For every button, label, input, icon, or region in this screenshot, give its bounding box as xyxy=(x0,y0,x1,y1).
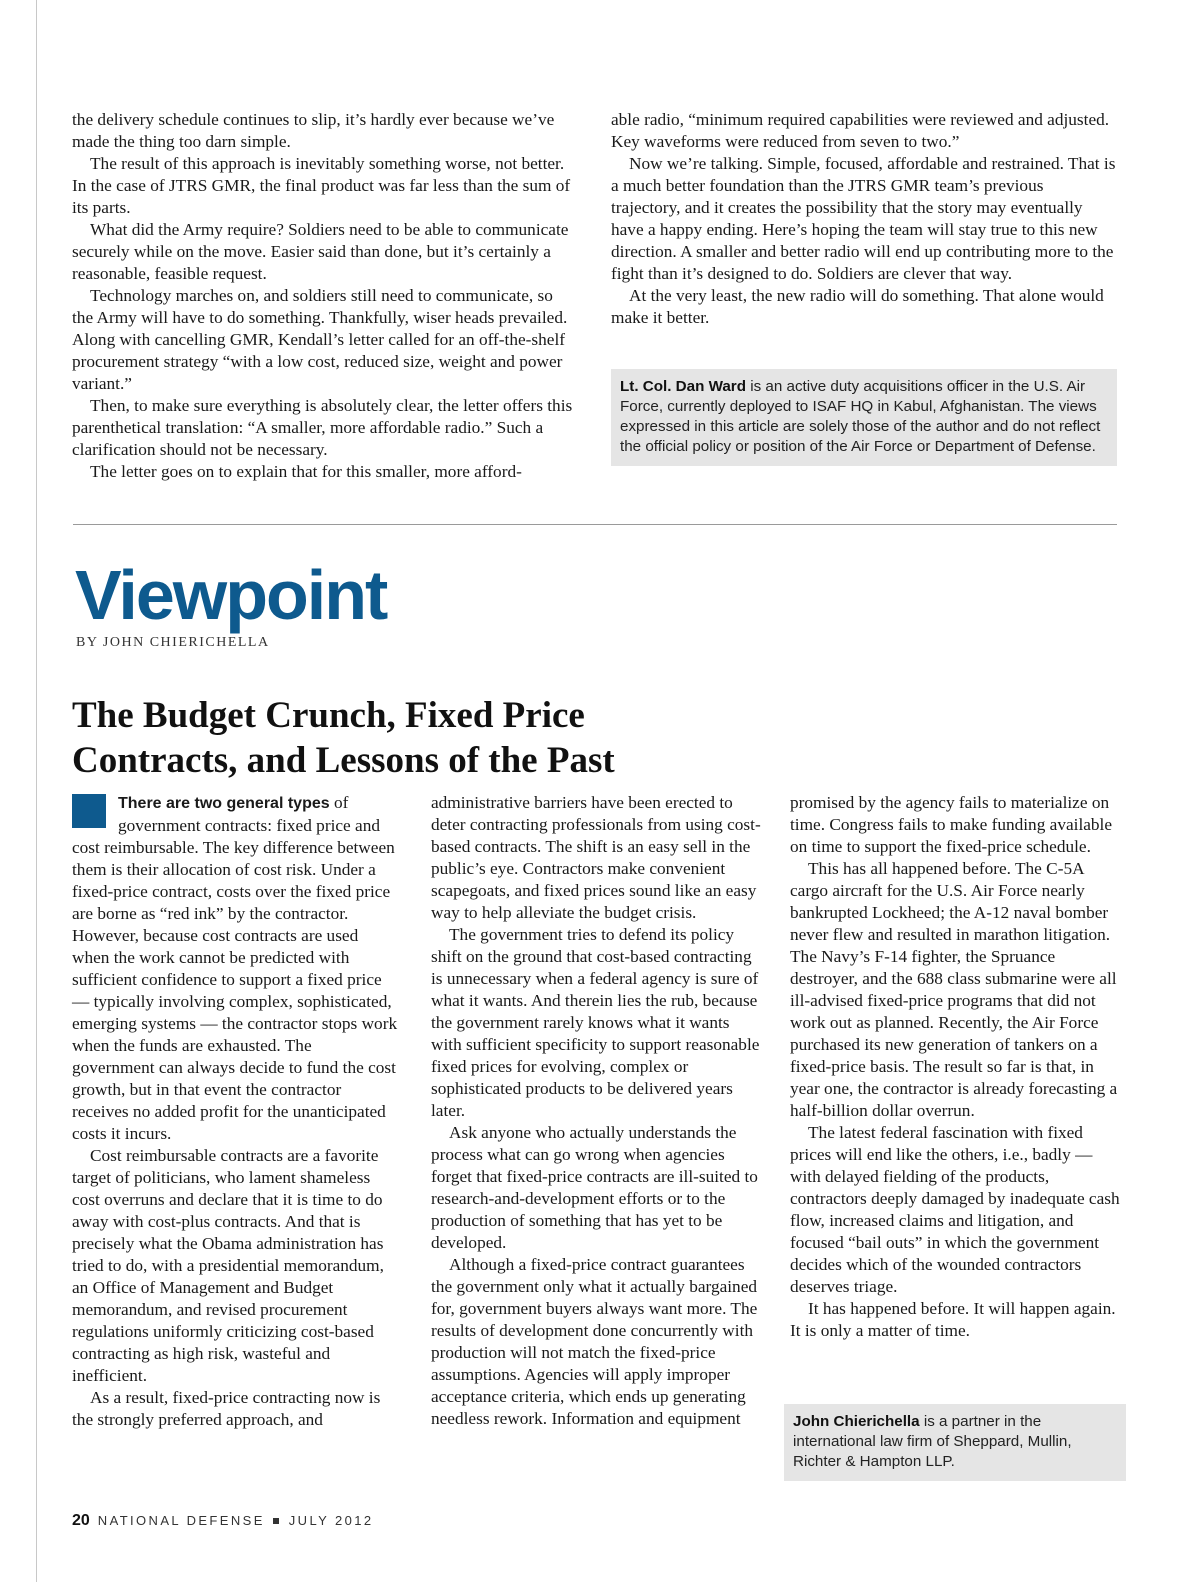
paragraph: As a result, fixed-price contracting now is the strongly preferred approach, and xyxy=(72,1388,381,1429)
drop-cap-square xyxy=(72,794,106,828)
paragraph: It has happened before. It will happen again. It is only a matter of time. xyxy=(790,1299,1116,1340)
byline: BY JOHN CHIERICHELLA xyxy=(76,635,270,650)
paragraph: The latest federal fascination with fixed prices will end like the others, i.e., badly — with delayed fielding of the products, contractors deeply damaged by inadequate cash flow, increased claims and litigation, and focused “bail outs” in which the government decides which of the wounded contractors deserves triage. xyxy=(790,1123,1120,1296)
paragraph: This has all happened before. The C-5A cargo aircraft for the U.S. Air Force nearly bankrupted Lockheed; the A-12 naval bomber never flew and resulted in marathon litigation. The Navy’s F-14 fighter, the Spruance destroyer, and the 688 class submarine were all ill-advised fixed-price programs that did not work out as planned. Recently, the Air Force purchased its new generation of tankers on a fixed-price basis. The result so far is that, in year one, the contractor is already forecasting a half-billion dollar overrun. xyxy=(790,859,1118,1120)
author-bio-box xyxy=(611,369,1117,466)
paragraph xyxy=(72,792,398,1145)
paragraph: able radio, “minimum required capabilities were reviewed and adjusted. Key waveforms were reduced from seven to two.” xyxy=(611,110,1110,151)
viewpoint-column-1 xyxy=(72,792,398,1431)
article-headline: The Budget Crunch, Fixed Price Contracts, and Lessons of the Past xyxy=(72,695,615,781)
paragraph: Technology marches on, and soldiers still need to communicate, so the Army will have to do something. Thankfully, wiser heads prevailed. Along with cancelling GMR, Kendall’s letter called for an off-the-shelf procurement strategy “with a low cost, reduced size, weight and power variant.” xyxy=(72,286,568,393)
author-bio-text: is a partner in the international law firm of Sheppard, Mullin, Richter & Hampton LLP. xyxy=(793,1413,1072,1470)
author-name: John Chierichella xyxy=(793,1413,920,1430)
paragraph: The letter goes on to explain that for this smaller, more afford- xyxy=(90,462,522,481)
section-divider xyxy=(73,524,1117,525)
lead-paragraph-text: of government contracts: fixed price and cost reimbursable. The key difference between them is their allocation of cost risk. Under a fixed-price contract, costs over the fixed price are borne as “red ink” by the contractor. However, because cost contracts are used when the work cannot be predicted with sufficient confidence to support a fixed price — typically involving complex, sophisticated, emerging systems — the contractor stops work when the funds are exhausted. The government can always decide to fund the cost growth, but in that event the contractor receives no added profit for the unanticipated costs it incurs. xyxy=(72,793,398,1143)
paragraph: Then, to make sure everything is absolutely clear, the letter offers this parenthetical translation: “A smaller, more affordable radio.” Such a clarification should not be necessary. xyxy=(72,396,573,459)
paragraph: Now we’re talking. Simple, focused, affordable and restrained. That is a much better foundation than the JTRS GMR team’s previous trajectory, and it creates the possibility that the story may eventually have a happy ending. Here’s hoping the team will stay true to this new direction. A smaller and better radio will end up contributing more to the fight than it’s designed to do. Soldiers are clever that way. xyxy=(611,154,1116,283)
paragraph: administrative barriers have been erected to deter contracting professionals from using cost-based contracts. The shift is an easy sell in the public’s eye. Contractors make convenient scapegoats, and fixed prices sound like an easy way to help alleviate the budget crisis. xyxy=(431,793,761,922)
paragraph: The government tries to defend its policy shift on the ground that cost-based contracting is unnecessary when a federal agency is sure of what it wants. And therein lies the rub, because the government rarely knows what it wants with sufficient specificity to support reasonable fixed prices for evolving, complex or sophisticated products to be delivered years later. xyxy=(431,925,760,1120)
page-footer xyxy=(72,1512,374,1530)
viewpoint-column-2 xyxy=(431,792,761,1430)
page-number: 20 xyxy=(72,1512,90,1529)
viewpoint-column-3 xyxy=(790,792,1120,1342)
page-edge-rule xyxy=(36,0,37,1582)
author-bio-box xyxy=(784,1404,1126,1481)
paragraph: Ask anyone who actually understands the process what can go wrong when agencies forget that fixed-price contracts are ill-suited to research-and-development efforts or to the production of something that has yet to be developed. xyxy=(431,1123,758,1252)
paragraph: Although a fixed-price contract guarantees the government only what it actually bargained for, government buyers always want more. The results of development done concurrently with production will not match the fixed-price assumptions. Agencies will apply improper acceptance criteria, which ends up generating needless rework. Information and equipment xyxy=(431,1255,758,1428)
paragraph: Cost reimbursable contracts are a favorite target of politicians, who lament shameless cost overruns and declare that it is time to do away with cost-plus contracts. And that is precisely what the Obama administration has tried to do, with a presidential memorandum, an Office of Management and Budget memorandum, and revised procurement regulations uniformly criticizing cost-based contracting as high risk, wasteful and inefficient. xyxy=(72,1146,384,1385)
section-title: Viewpoint xyxy=(75,556,387,634)
lead-in: There are two general types xyxy=(118,795,330,812)
author-name: Lt. Col. Dan Ward xyxy=(620,378,746,395)
top-article-column-2 xyxy=(611,109,1117,329)
paragraph: At the very least, the new radio will do something. That alone would make it better. xyxy=(611,286,1104,327)
author-bio-text: is an active duty acquisitions officer in the U.S. Air Force, currently deployed to ISAF HQ in Kabul, Afghanistan. The views expressed in this article are solely those of the author and do not reflect the official policy or position of the Air Force or Department of Defense. xyxy=(620,378,1101,455)
paragraph: The result of this approach is inevitably something worse, not better. In the case of JTRS GMR, the final product was far less than the sum of its parts. xyxy=(72,154,571,217)
issue-date: JULY 2012 xyxy=(288,1513,374,1528)
paragraph: the delivery schedule continues to slip, it’s hardly ever because we’ve made the thing too darn simple. xyxy=(72,110,555,151)
paragraph: promised by the agency fails to materialize on time. Congress fails to make funding available on time to support the fixed-price schedule. xyxy=(790,793,1113,856)
separator-square xyxy=(273,1518,279,1524)
top-article-column-1 xyxy=(72,109,578,483)
publication-name: NATIONAL DEFENSE xyxy=(97,1513,265,1528)
paragraph: What did the Army require? Soldiers need to be able to communicate securely while on the move. Easier said than done, but it’s certainly a reasonable, feasible request. xyxy=(72,220,569,283)
